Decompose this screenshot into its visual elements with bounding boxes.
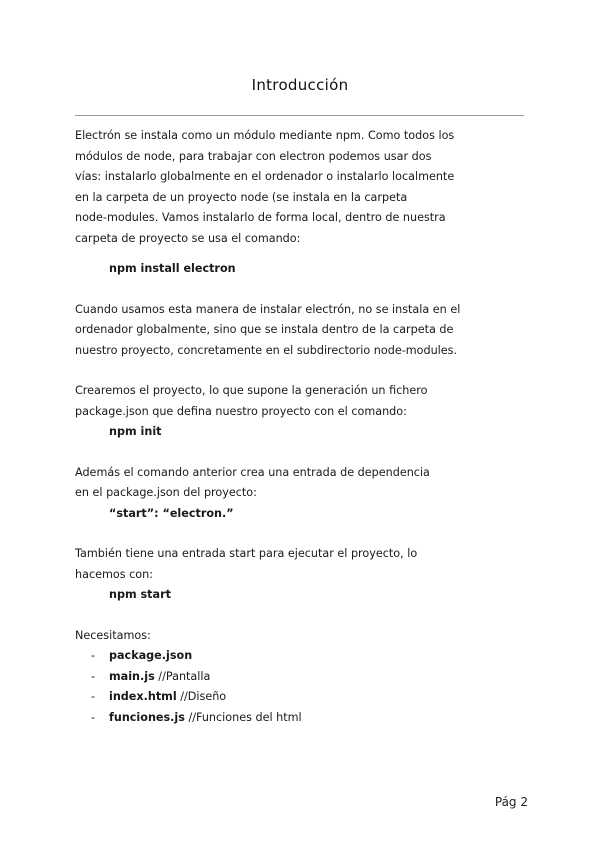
file-name: index.html bbox=[109, 690, 177, 703]
paragraph-create-project bbox=[75, 381, 525, 422]
text-line: node-modules. Vamos instalarlo de forma local, dentro de nuestra bbox=[75, 211, 446, 224]
file-comment: //Pantalla bbox=[154, 669, 211, 683]
paragraph-intro bbox=[75, 126, 525, 249]
text-line: en la carpeta de un proyecto node (se instala en la carpeta bbox=[75, 190, 408, 204]
text-line: nuestro proyecto, concretamente en el subdirectorio node-modules. bbox=[75, 343, 458, 357]
text-line: package.json que defina nuestro proyecto con el comando: bbox=[75, 404, 407, 418]
command-npm-install: npm install electron bbox=[109, 262, 236, 275]
file-list bbox=[75, 646, 525, 728]
text-line: También tiene una entrada start para ejecutar el proyecto, lo bbox=[75, 547, 418, 560]
page-number: Pág 2 bbox=[494, 795, 528, 809]
needs-label: Necesitamos: bbox=[75, 628, 151, 642]
paragraph-install-local bbox=[75, 300, 525, 362]
paragraph-dependency bbox=[75, 463, 525, 504]
list-item: - index.html //Diseño bbox=[91, 690, 227, 703]
text-line: Cuando usamos esta manera de instalar electrón, no se instala en el bbox=[75, 302, 461, 316]
file-comment: //Funciones del html bbox=[184, 710, 302, 724]
text-line: en el package.json del proyecto: bbox=[75, 486, 257, 499]
text-line: ordenador globalmente, sino que se instala dentro de la carpeta de bbox=[75, 323, 454, 336]
file-name: main.js bbox=[109, 669, 155, 683]
command-npm-start: npm start bbox=[109, 588, 171, 601]
paragraph-start bbox=[75, 544, 525, 585]
page-title: Introducción bbox=[251, 76, 349, 94]
text-line: carpeta de proyecto se usa el comando: bbox=[75, 231, 301, 245]
title-divider bbox=[75, 115, 524, 116]
command-npm-init: npm init bbox=[109, 425, 162, 438]
text-line: vías: instalarlo globalmente en el ordenador o instalarlo localmente bbox=[75, 170, 455, 183]
document-body bbox=[75, 126, 525, 728]
text-line: módulos de node, para trabajar con electron podemos usar dos bbox=[75, 149, 432, 163]
file-comment: //Diseño bbox=[176, 690, 227, 703]
text-line: Crearemos el proyecto, lo que supone la generación un fichero bbox=[75, 384, 428, 397]
text-line: Además el comando anterior crea una entrada de dependencia bbox=[75, 465, 430, 479]
command-start-entry: “start”: “electron.” bbox=[109, 506, 234, 520]
list-item: - main.js //Pantalla bbox=[91, 669, 211, 683]
file-name: funciones.js bbox=[109, 710, 185, 724]
file-name: package.json bbox=[109, 649, 193, 662]
list-item: - funciones.js //Funciones del html bbox=[91, 710, 302, 724]
text-line: hacemos con: bbox=[75, 567, 153, 581]
text-line: Electrón se instala como un módulo mediante npm. Como todos los bbox=[75, 129, 455, 142]
list-item: - package.json bbox=[91, 649, 193, 662]
